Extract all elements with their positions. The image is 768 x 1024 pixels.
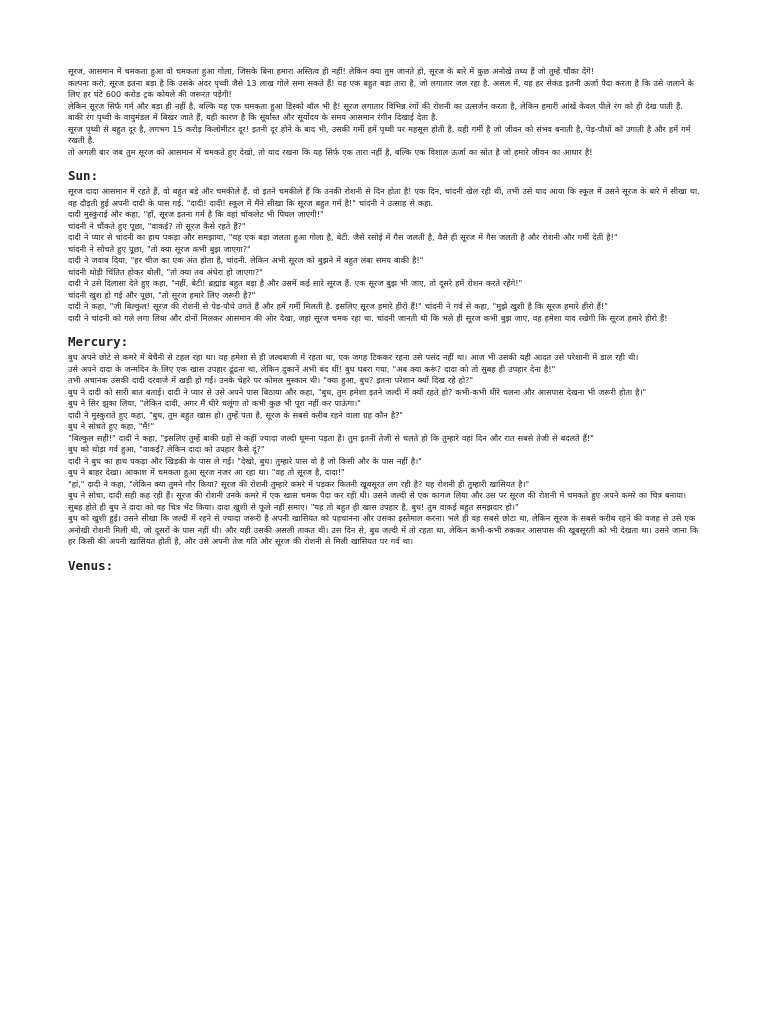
- mercury-paragraph: दादी ने बुध का हाथ पकड़ा और खिड़की के पास ले गईं। "देखो, बुध। तुम्हारे पास वो है जो किसी और के पास नहीं है।": [68, 455, 422, 466]
- mercury-section: [68, 335, 700, 548]
- sun-paragraph: दादी ने जवाब दिया, "हर चीज का एक अंत होता है, चांदनी. लेकिन अभी सूरज को बुझने में बहुत लंबा समय बाकी है!": [68, 255, 424, 265]
- intro-paragraph-5: तो अगली बार जब तुम सूरज को आसमान में चमकते हुए देखो, तो याद रखना कि यह सिर्फ एक तारा नहीं है, बल्कि एक विशाल ऊर्जा का स्रोत है जो हमारे जीवन का आधार है!: [68, 146, 593, 157]
- mercury-paragraph: दादी ने मुस्कुराते हुए कहा, "बुध, तुम बहुत खास हो। तुम्हें पता है, सूरज के सबसे करीब रहने वाला ग्रह कौन है?": [68, 409, 404, 420]
- mercury-paragraph: बुध ने सोचा, दादी सही कह रही हैं। सूरज की रोशनी उनके कमरे में एक खास चमक पैदा कर रही थी। उसने जल्दी से एक कागज लिया और उस पर सूरज की रोशनी में चमकते हुए अपने कमरे का चित्र बनाया।: [68, 490, 687, 500]
- sun-paragraph: दादी ने कहा, "जी बिल्कुल! सूरज की रोशनी से पेड़-पौधे उगते हैं और हमें गर्मी मिलती है. इसलिए सूरज हमारे हीरो हैं!" चांदनी ने गर्व से कहा, "मुझे खुशी है कि सूरज हमारे हीरो हैं!": [68, 301, 608, 311]
- section-spacer: [68, 158, 700, 169]
- sun-paragraph: दादी ने चांदनी को गले लगा लिया और दोनों मिलकर आसमान की ओर देखा, जहां सूरज चमक रहा था. चांदनी जानती थी कि भले ही सूरज कभी बुझ जाए, वह हमेशा याद रखेगी कि सूरज हमारे हीरो हैं!: [68, 312, 668, 323]
- section-spacer: [68, 324, 700, 335]
- mercury-paragraph: उसे अपने दादा के जन्मदिन के लिए एक खास उपहार ढूंढना था, लेकिन दुकानें अभी बंद थीं! बुध घबरा गया, "अब क्या करूं? दादा को तो सुबह ही उपहार देना है!": [68, 363, 556, 374]
- mercury-paragraph: तभी अचानक उसकी दादी दरवाजे में खड़ी हो गईं। उनके चेहरे पर कोमल मुस्कान थी। "क्या हुआ, बुध? इतना परेशान क्यों दिख रहे हो?": [68, 375, 474, 385]
- sun-heading: Sun:: [68, 168, 99, 183]
- mercury-heading: Mercury:: [68, 334, 129, 349]
- sun-paragraph: चांदनी ने चौंकते हुए पूछा, "वाकई? तो सूरज कैसे रहते हैं?": [68, 220, 246, 231]
- sun-paragraph: सूरज दादा आसमान में रहते हैं, वो बहुत बड़े और चमकीले हैं. वो इतने चमकीले हैं कि उनकी रोशनी से दिन होता है! एक दिन, चांदनी खेल रही थी, तभी उसे याद आया कि स्कूल में उसने सूरज के बारे में सीखा था. वह दौड़ती हुई अपनी दादी के पास गई. "दादी! दादी! स्कूल में मैंने सीखा कि सूरज बहुत गर्म है!" चांदनी ने उत्साह से कहा.: [68, 186, 700, 208]
- mercury-paragraph: बुध ने सिर झुका लिया, "लेकिन दादी, अगर मैं धीरे चलूंगा तो कभी कुछ भी पूरा नहीं कर पाऊंगा।": [68, 398, 361, 408]
- mercury-paragraph: "हां," दादी ने कहा, "लेकिन क्या तुमने गौर किया? सूरज की रोशनी तुम्हारे कमरे में पड़कर कितनी खूबसूरत लग रही है? यह रोशनी ही तुम्हारी खासियत है।": [68, 478, 530, 489]
- intro-paragraph-1: सूरज, आसमान में चमकता हुआ वो चमकता हुआ गोला, जिसके बिना हमारा अस्तित्व ही नहीं! लेकिन क्या तुम जानते हो, सूरज के बारे में कुछ अनोखे तथ्य हैं जो तुम्हें चौंका देंगे!: [68, 66, 594, 76]
- sun-paragraph: दादी ने उसे दिलासा देते हुए कहा, "नहीं, बेटी! ब्रह्मांड बहुत बड़ा है और उसमें कई सारे सूरज हैं. एक सूरज बुझ भी जाए, तो दूसरे हमें रोशन करते रहेंगे!": [68, 278, 523, 288]
- intro-paragraph-2: कल्पना करो, सूरज इतना बड़ा है कि उसके अंदर पृथ्वी जैसे 13 लाख गोले समा सकते हैं! यह एक बहुत बड़ा तारा है, जो लगातार जल रहा है. असल में, यह हर सेकंड इतनी ऊर्जा पैदा करता है कि उसे जलाने के लिए हर घंटे 600 करोड़ ट्रक कोयले की जरूरत पड़ेगी!: [68, 77, 694, 99]
- mercury-paragraph: बुध को थोड़ा गर्व हुआ, "वाकई? लेकिन दादा को उपहार कैसे दूं?": [68, 444, 265, 454]
- section-spacer: [68, 548, 700, 559]
- sun-paragraph: चांदनी थोड़ी चिंतित होकर बोली, "तो क्या तब अंधेरा हो जाएगा?": [68, 266, 263, 277]
- mercury-paragraph: सुबह होते ही बुध ने दादा को वह चित्र भेंट किया। दादा खुशी से फूले नहीं समाए। "यह तो बहुत ही खास उपहार है, बुध! तुम वाकई बहुत समझदार हो।": [68, 501, 519, 512]
- mercury-paragraph: बुध ने दादी को सारी बात बताई। दादी ने प्यार से उसे अपने पास बिठाया और कहा, "बुध, तुम हमेशा इतने जल्दी में क्यों रहते हो? कभी-कभी धीरे चलना और आसपास देखना भी जरूरी होता है।": [68, 386, 647, 397]
- intro-paragraph-3: लेकिन सूरज सिर्फ गर्म और बड़ा ही नहीं है, बल्कि यह एक चमकता हुआ डिस्को बॉल भी है! सूरज लगातार विभिन्न रंगों की रोशनी का उत्सर्जन करता है, लेकिन हमारी आंखें केवल पीले रंग को ही देख पाती हैं. बाकी रंग पृथ्वी के वायुमंडल में बिखर जाते हैं, यही कारण है कि सूर्यास्त और सूर्योदय के समय आसमान रंगीन दिखाई देता है.: [68, 100, 683, 122]
- venus-heading: Venus:: [68, 557, 114, 573]
- sun-paragraph: चांदनी खुश हो गई और पूछा, "तो सूरज हमारे लिए जरूरी है?": [68, 289, 256, 300]
- sun-paragraph: दादी मुस्कुराई और कहा, "हाँ, सूरज इतना गर्म है कि वहां चॉकलेट भी पिघल जाएगी!": [68, 209, 324, 219]
- mercury-paragraph: बुध ने बाहर देखा। आकाश में चमकता हुआ सूरज नजर आ रहा था। "वह तो सूरज है, दादा!": [68, 467, 345, 477]
- sun-paragraph: चांदनी ने सोचते हुए पूछा, "तो क्या सूरज कभी बुझ जाएगा?": [68, 243, 251, 254]
- intro-section: [68, 66, 700, 158]
- venus-section: [68, 559, 700, 573]
- mercury-paragraph: बुध अपने छोटे से कमरे में बेचैनी से टहल रहा था। वह हमेशा से ही जल्दबाजी में रहता था, एक जगह टिककर रहना उसे पसंद नहीं था। आज भी उसकी यही आदत उसे परेशानी में डाल रही थी।: [68, 352, 639, 362]
- mercury-paragraph: "बिल्कुल सही!" दादी ने कहा, "इसलिए तुम्हें बाकी ग्रहों से कहीं ज्यादा जल्दी घूमना पड़ता है। तुम इतनी तेजी से चलते हो कि तुम्हारे वहां दिन और रात सबसे तेजी से बदलते हैं!": [68, 432, 594, 443]
- document-page: [68, 66, 700, 576]
- mercury-paragraph: बुध ने सोचते हुए कहा, "मैं!": [68, 421, 155, 431]
- sun-section: [68, 169, 700, 324]
- intro-paragraph-4: सूरज पृथ्वी से बहुत दूर है, लगभग 15 करोड़ किलोमीटर दूर! इतनी दूर होने के बाद भी, उसकी गर्मी हमें पृथ्वी पर महसूस होती है. यही गर्मी है जो जीवन को संभव बनाती है, पेड़-पौधों को उगाती है और हमें गर्म रखती है.: [68, 123, 691, 145]
- mercury-paragraph: बुध को खुशी हुई। उसने सीखा कि जल्दी में रहने से ज्यादा जरूरी है अपनी खासियत को पहचानना और उसका इस्तेमाल करना। भले ही वह सबसे छोटा था, लेकिन सूरज के सबसे करीब रहने की वजह से उसे एक अनोखी रोशनी मिली थी, जो दूसरों के पास नहीं थी। और यही उसकी असली ताकत थी। उस दिन से, बुध जल्दी में तो रहता था, लेकिन कभी-कभी रुककर आसपास की खूबसूरती को भी देखता था। उसने जाना कि हर किसी की अपनी खासियत होती है, और उसे अपनी तेज गति और सूरज की रोशनी से मिली खासियत पर गर्व था।: [68, 513, 699, 546]
- sun-paragraph: दादी ने प्यार से चांदनी का हाथ पकड़ा और समझाया, "यह एक बड़ा जलता हुआ गोला है, बेटी. जैसे रसोई में गैस जलती है, वैसे ही सूरज में गैस जलती है और रोशनी और गर्मी देती है!": [68, 232, 618, 242]
